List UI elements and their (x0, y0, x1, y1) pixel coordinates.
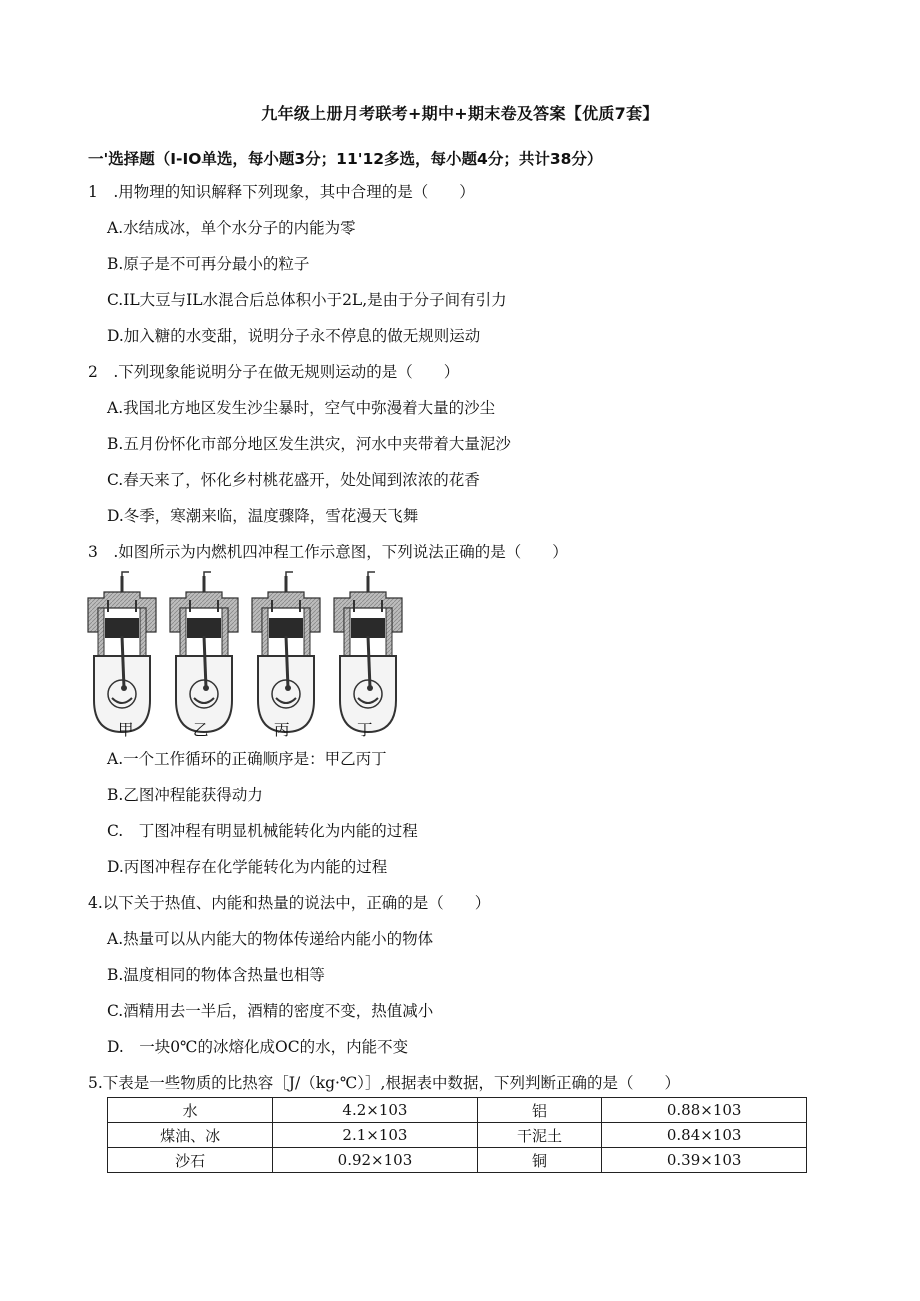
question-3-option-b: B.乙图冲程能获得动力 (107, 786, 263, 804)
question-2-option-a: A.我国北方地区发生沙尘暴时，空气中弥漫着大量的沙尘 (107, 399, 496, 417)
question-1-option-a: A.水结成冰，单个水分子的内能为零 (107, 219, 356, 237)
table-row (108, 1098, 807, 1123)
table-cell: 0.88×103 (602, 1098, 807, 1123)
question-2-option-b: B.五月份怀化市部分地区发生洪灾，河水中夹带着大量泥沙 (107, 435, 511, 453)
question-4-option-a: A.热量可以从内能大的物体传递给内能小的物体 (107, 930, 434, 948)
section-heading: 一'选择题（I-IO单选，每小题3分；11'12多选，每小题4分；共计38分） (88, 150, 603, 168)
question-3-option-d: D.丙图冲程存在化学能转化为内能的过程 (107, 858, 388, 876)
question-1-option-c: C.IL大豆与IL水混合后总体积小于2L,是由于分子间有引力 (107, 291, 507, 309)
question-3-option-c: C. 丁图冲程有明显机械能转化为内能的过程 (107, 822, 418, 840)
question-1-stem: 1 .用物理的知识解释下列现象，其中合理的是（ ） (88, 183, 475, 201)
question-1-option-b: B.原子是不可再分最小的粒子 (107, 255, 310, 273)
table-cell: 铜 (477, 1148, 602, 1173)
figure-label-yi: 乙 (193, 721, 209, 739)
question-3-stem: 3 .如图所示为内燃机四冲程工作示意图，下列说法正确的是（ ） (88, 543, 568, 561)
question-2-option-d: D.冬季，寒潮来临，温度骤降，雪花漫天飞舞 (107, 507, 419, 525)
table-cell: 水 (108, 1098, 273, 1123)
question-2-option-c: C.春天来了，怀化乡村桃花盛开，处处闻到浓浓的花香 (107, 471, 480, 489)
table-cell: 0.84×103 (602, 1123, 807, 1148)
question-4-option-d: D. 一块0℃的冰熔化成OC的水，内能不变 (107, 1038, 409, 1056)
figure-label-bing: 丙 (274, 721, 290, 739)
question-4-stem: 4.以下关于热值、内能和热量的说法中，正确的是（ ） (88, 894, 491, 912)
question-4-option-c: C.酒精用去一半后，酒精的密度不变，热值减小 (107, 1002, 434, 1020)
question-4-option-b: B.温度相同的物体含热量也相等 (107, 966, 325, 984)
table-cell: 干泥土 (477, 1123, 602, 1148)
figure-label-ding: 丁 (357, 721, 373, 739)
table-cell: 4.2×103 (273, 1098, 478, 1123)
table-cell: 沙石 (108, 1148, 273, 1173)
table-cell: 2.1×103 (273, 1123, 478, 1148)
table-cell: 铝 (477, 1098, 602, 1123)
question-5-stem: 5.下表是一些物质的比热容［J/（kg·℃）］,根据表中数据，下列判断正确的是（ ） (88, 1074, 680, 1092)
table-cell: 煤油、冰 (108, 1123, 273, 1148)
question-1-option-d: D.加入糖的水变甜，说明分子永不停息的做无规则运动 (107, 327, 481, 345)
table-row (108, 1148, 807, 1173)
question-2-stem: 2 .下列现象能说明分子在做无规则运动的是（ ） (88, 363, 460, 381)
table-row (108, 1123, 807, 1148)
specific-heat-table (107, 1097, 807, 1173)
figure-label-jia: 甲 (118, 721, 134, 739)
table-cell: 0.39×103 (602, 1148, 807, 1173)
table-cell: 0.92×103 (273, 1148, 478, 1173)
page-title: 九年级上册月考联考+期中+期末卷及答案【优质7套】 (261, 104, 659, 123)
engine-stroke-figure (84, 570, 414, 742)
question-3-option-a: A.一个工作循环的正确顺序是：甲乙丙丁 (107, 750, 387, 768)
